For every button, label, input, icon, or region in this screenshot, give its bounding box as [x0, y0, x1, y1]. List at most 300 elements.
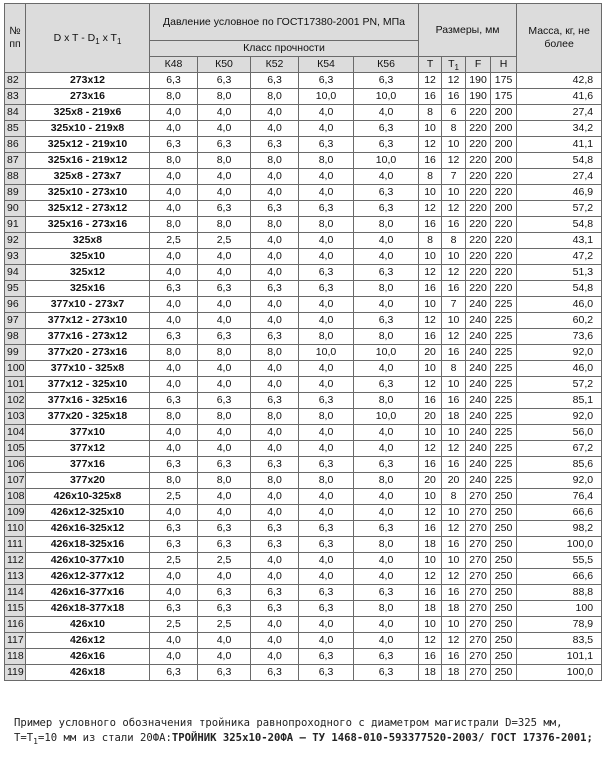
- cell-t1: 18: [442, 409, 466, 425]
- cell-k56: 8,0: [354, 473, 419, 489]
- cell-f: 270: [466, 505, 491, 521]
- cell-k48: 4,0: [150, 569, 198, 585]
- cell-k52: 4,0: [251, 249, 299, 265]
- cell-f: 240: [466, 473, 491, 489]
- cell-k52: 6,3: [251, 601, 299, 617]
- cell-t1: 10: [442, 425, 466, 441]
- cell-mass: 27,4: [517, 105, 602, 121]
- cell-t: 16: [419, 217, 442, 233]
- cell-k48: 8,0: [150, 217, 198, 233]
- cell-t: 12: [419, 441, 442, 457]
- cell-k48: 4,0: [150, 169, 198, 185]
- cell-h: 225: [491, 441, 517, 457]
- cell-k52: 8,0: [251, 89, 299, 105]
- cell-k56: 6,3: [354, 201, 419, 217]
- cell-t: 10: [419, 249, 442, 265]
- cell-f: 240: [466, 409, 491, 425]
- cell-k50: 6,3: [198, 201, 251, 217]
- cell-no: 97: [5, 313, 26, 329]
- table-row: [5, 521, 602, 537]
- cell-f: 220: [466, 105, 491, 121]
- cell-f: 240: [466, 425, 491, 441]
- table-row: [5, 329, 602, 345]
- cell-size: 325x12: [26, 265, 150, 281]
- cell-k52: 4,0: [251, 169, 299, 185]
- cell-h: 250: [491, 521, 517, 537]
- cell-k54: 4,0: [299, 169, 354, 185]
- cell-mass: 51,3: [517, 265, 602, 281]
- cell-k48: 4,0: [150, 361, 198, 377]
- cell-k50: 2,5: [198, 233, 251, 249]
- cell-k48: 4,0: [150, 105, 198, 121]
- cell-k54: 6,3: [299, 73, 354, 89]
- cell-mass: 100,0: [517, 537, 602, 553]
- cell-t: 10: [419, 185, 442, 201]
- cell-k54: 4,0: [299, 553, 354, 569]
- note-code: ТРОЙНИК 325x10-20ФА – ТУ 1468-010-593377520-2003/ ГОСТ 17376-2001;: [171, 732, 593, 744]
- cell-f: 270: [466, 537, 491, 553]
- cell-mass: 54,8: [517, 153, 602, 169]
- cell-k56: 6,3: [354, 265, 419, 281]
- cell-k48: 4,0: [150, 185, 198, 201]
- cell-h: 225: [491, 361, 517, 377]
- cell-h: 200: [491, 121, 517, 137]
- cell-k56: 8,0: [354, 217, 419, 233]
- cell-k52: 4,0: [251, 185, 299, 201]
- cell-f: 240: [466, 361, 491, 377]
- cell-mass: 55,5: [517, 553, 602, 569]
- cell-no: 106: [5, 457, 26, 473]
- cell-k56: 4,0: [354, 169, 419, 185]
- cell-k52: 4,0: [251, 361, 299, 377]
- cell-f: 240: [466, 297, 491, 313]
- cell-k52: 4,0: [251, 233, 299, 249]
- cell-mass: 85,6: [517, 457, 602, 473]
- cell-t: 20: [419, 473, 442, 489]
- cell-h: 200: [491, 137, 517, 153]
- table-row: [5, 281, 602, 297]
- cell-no: 99: [5, 345, 26, 361]
- cell-size: 325x16 - 219x12: [26, 153, 150, 169]
- cell-h: 200: [491, 105, 517, 121]
- cell-h: 250: [491, 665, 517, 681]
- cell-k52: 4,0: [251, 313, 299, 329]
- cell-t: 12: [419, 377, 442, 393]
- cell-h: 220: [491, 169, 517, 185]
- cell-h: 220: [491, 185, 517, 201]
- cell-mass: 54,8: [517, 281, 602, 297]
- cell-k48: 4,0: [150, 649, 198, 665]
- table-row: [5, 473, 602, 489]
- cell-t1: 12: [442, 201, 466, 217]
- table-row: [5, 185, 602, 201]
- cell-t1: 7: [442, 169, 466, 185]
- cell-k54: 6,3: [299, 521, 354, 537]
- cell-k56: 6,3: [354, 521, 419, 537]
- cell-k50: 6,3: [198, 521, 251, 537]
- cell-no: 98: [5, 329, 26, 345]
- cell-k56: 4,0: [354, 553, 419, 569]
- cell-t1: 12: [442, 73, 466, 89]
- cell-k56: 4,0: [354, 633, 419, 649]
- cell-k56: 4,0: [354, 361, 419, 377]
- cell-k52: 8,0: [251, 473, 299, 489]
- table-row: [5, 313, 602, 329]
- cell-t: 12: [419, 633, 442, 649]
- cell-t: 8: [419, 105, 442, 121]
- cell-size: 426x18-377x18: [26, 601, 150, 617]
- cell-mass: 76,4: [517, 489, 602, 505]
- cell-k56: 8,0: [354, 537, 419, 553]
- cell-no: 95: [5, 281, 26, 297]
- cell-t: 16: [419, 89, 442, 105]
- cell-k48: 6,3: [150, 521, 198, 537]
- cell-mass: 92,0: [517, 473, 602, 489]
- cell-h: 225: [491, 457, 517, 473]
- cell-t: 16: [419, 585, 442, 601]
- cell-size: 426x18: [26, 665, 150, 681]
- table-row: [5, 297, 602, 313]
- cell-k52: 6,3: [251, 73, 299, 89]
- cell-k54: 6,3: [299, 457, 354, 473]
- cell-k52: 6,3: [251, 201, 299, 217]
- cell-h: 250: [491, 601, 517, 617]
- cell-h: 225: [491, 393, 517, 409]
- table-row: [5, 377, 602, 393]
- cell-size: 377x10: [26, 425, 150, 441]
- cell-h: 175: [491, 73, 517, 89]
- cell-t1: 16: [442, 89, 466, 105]
- cell-mass: 46,9: [517, 185, 602, 201]
- cell-k52: 6,3: [251, 281, 299, 297]
- cell-no: 114: [5, 585, 26, 601]
- cell-k54: 4,0: [299, 105, 354, 121]
- cell-k52: 4,0: [251, 441, 299, 457]
- cell-k56: 6,3: [354, 313, 419, 329]
- cell-t1: 16: [442, 457, 466, 473]
- cell-k50: 6,3: [198, 665, 251, 681]
- cell-k52: 4,0: [251, 377, 299, 393]
- cell-no: 93: [5, 249, 26, 265]
- cell-k48: 4,0: [150, 425, 198, 441]
- table-row: [5, 425, 602, 441]
- cell-k48: 4,0: [150, 505, 198, 521]
- cell-size: 426x12: [26, 633, 150, 649]
- cell-k48: 8,0: [150, 473, 198, 489]
- cell-k56: 6,3: [354, 665, 419, 681]
- cell-mass: 54,8: [517, 217, 602, 233]
- cell-f: 270: [466, 521, 491, 537]
- cell-t: 18: [419, 665, 442, 681]
- cell-t: 12: [419, 265, 442, 281]
- cell-t: 18: [419, 537, 442, 553]
- cell-size: 426x10: [26, 617, 150, 633]
- cell-t: 16: [419, 649, 442, 665]
- cell-size: 426x12-325x10: [26, 505, 150, 521]
- cell-t: 16: [419, 521, 442, 537]
- table-row: [5, 217, 602, 233]
- cell-k48: 6,3: [150, 601, 198, 617]
- cell-no: 82: [5, 73, 26, 89]
- cell-no: 85: [5, 121, 26, 137]
- header-no: № пп: [5, 4, 26, 73]
- spec-table-container: [4, 3, 601, 681]
- cell-no: 109: [5, 505, 26, 521]
- cell-t1: 12: [442, 521, 466, 537]
- table-row: [5, 489, 602, 505]
- cell-size: 377x12 - 273x10: [26, 313, 150, 329]
- cell-k54: 10,0: [299, 89, 354, 105]
- cell-k52: 4,0: [251, 265, 299, 281]
- cell-t1: 10: [442, 249, 466, 265]
- cell-h: 250: [491, 649, 517, 665]
- cell-k54: 4,0: [299, 361, 354, 377]
- cell-k48: 4,0: [150, 377, 198, 393]
- header-class-k48: К48: [150, 57, 198, 73]
- cell-size: 377x20: [26, 473, 150, 489]
- cell-k50: 8,0: [198, 409, 251, 425]
- cell-k48: 4,0: [150, 313, 198, 329]
- cell-k50: 4,0: [198, 169, 251, 185]
- cell-k48: 8,0: [150, 345, 198, 361]
- cell-h: 220: [491, 281, 517, 297]
- cell-k48: 2,5: [150, 617, 198, 633]
- cell-t: 10: [419, 361, 442, 377]
- table-body: [5, 73, 602, 681]
- cell-k52: 4,0: [251, 649, 299, 665]
- cell-size: 426x16: [26, 649, 150, 665]
- cell-k50: 8,0: [198, 217, 251, 233]
- cell-no: 113: [5, 569, 26, 585]
- cell-h: 225: [491, 473, 517, 489]
- cell-k54: 4,0: [299, 185, 354, 201]
- cell-k48: 8,0: [150, 153, 198, 169]
- cell-k50: 2,5: [198, 617, 251, 633]
- cell-t: 10: [419, 617, 442, 633]
- cell-t: 16: [419, 281, 442, 297]
- cell-k48: 6,3: [150, 137, 198, 153]
- cell-f: 240: [466, 441, 491, 457]
- cell-mass: 98,2: [517, 521, 602, 537]
- cell-k56: 8,0: [354, 281, 419, 297]
- cell-k56: 6,3: [354, 585, 419, 601]
- note-middle: =10 мм из стали 20ФА:: [37, 732, 172, 744]
- table-row: [5, 601, 602, 617]
- table-row: [5, 265, 602, 281]
- cell-k52: 8,0: [251, 217, 299, 233]
- cell-k56: 8,0: [354, 393, 419, 409]
- header-class: Класс прочности: [150, 41, 419, 57]
- cell-f: 220: [466, 121, 491, 137]
- cell-k56: 8,0: [354, 329, 419, 345]
- header-dim-h: H: [491, 57, 517, 73]
- cell-no: 115: [5, 601, 26, 617]
- cell-mass: 41,6: [517, 89, 602, 105]
- cell-size: 426x10-325x8: [26, 489, 150, 505]
- cell-h: 220: [491, 233, 517, 249]
- cell-size: 377x20 - 325x18: [26, 409, 150, 425]
- table-row: [5, 617, 602, 633]
- cell-mass: 66,6: [517, 505, 602, 521]
- cell-no: 91: [5, 217, 26, 233]
- cell-k52: 4,0: [251, 553, 299, 569]
- cell-t1: 16: [442, 585, 466, 601]
- header-class-k54: К54: [299, 57, 354, 73]
- cell-size: 325x8: [26, 233, 150, 249]
- cell-k52: 4,0: [251, 105, 299, 121]
- cell-k56: 4,0: [354, 441, 419, 457]
- cell-t1: 16: [442, 649, 466, 665]
- cell-k50: 4,0: [198, 633, 251, 649]
- cell-t1: 10: [442, 553, 466, 569]
- cell-f: 270: [466, 553, 491, 569]
- cell-no: 103: [5, 409, 26, 425]
- cell-t1: 12: [442, 329, 466, 345]
- cell-k56: 6,3: [354, 457, 419, 473]
- cell-k56: 4,0: [354, 249, 419, 265]
- cell-k52: 6,3: [251, 521, 299, 537]
- cell-k50: 4,0: [198, 105, 251, 121]
- cell-no: 96: [5, 297, 26, 313]
- cell-no: 83: [5, 89, 26, 105]
- table-row: [5, 73, 602, 89]
- cell-h: 225: [491, 425, 517, 441]
- cell-k52: 4,0: [251, 121, 299, 137]
- cell-k48: 6,3: [150, 73, 198, 89]
- cell-mass: 46,0: [517, 361, 602, 377]
- cell-k50: 4,0: [198, 185, 251, 201]
- cell-k50: 4,0: [198, 569, 251, 585]
- cell-k48: 4,0: [150, 441, 198, 457]
- cell-t1: 12: [442, 569, 466, 585]
- cell-mass: 100,0: [517, 665, 602, 681]
- table-row: [5, 345, 602, 361]
- cell-k56: 4,0: [354, 569, 419, 585]
- cell-h: 225: [491, 329, 517, 345]
- cell-t: 16: [419, 329, 442, 345]
- cell-size: 325x10 - 273x10: [26, 185, 150, 201]
- table-row: [5, 249, 602, 265]
- cell-k50: 8,0: [198, 345, 251, 361]
- cell-h: 225: [491, 409, 517, 425]
- cell-k50: 6,3: [198, 601, 251, 617]
- cell-size: 426x10-377x10: [26, 553, 150, 569]
- cell-h: 220: [491, 249, 517, 265]
- cell-k54: 6,3: [299, 137, 354, 153]
- cell-no: 118: [5, 649, 26, 665]
- cell-mass: 27,4: [517, 169, 602, 185]
- cell-k54: 4,0: [299, 505, 354, 521]
- cell-t1: 10: [442, 185, 466, 201]
- spec-table: [4, 3, 602, 681]
- cell-k52: 4,0: [251, 633, 299, 649]
- cell-size: 325x12 - 219x10: [26, 137, 150, 153]
- cell-f: 240: [466, 457, 491, 473]
- cell-t: 10: [419, 297, 442, 313]
- cell-no: 100: [5, 361, 26, 377]
- cell-h: 250: [491, 633, 517, 649]
- cell-h: 200: [491, 153, 517, 169]
- table-row: [5, 361, 602, 377]
- header-class-k56: К56: [354, 57, 419, 73]
- cell-no: 111: [5, 537, 26, 553]
- cell-k56: 10,0: [354, 89, 419, 105]
- cell-k54: 4,0: [299, 569, 354, 585]
- cell-k50: 4,0: [198, 265, 251, 281]
- cell-no: 86: [5, 137, 26, 153]
- cell-h: 250: [491, 617, 517, 633]
- cell-mass: 88,8: [517, 585, 602, 601]
- table-row: [5, 665, 602, 681]
- cell-k50: 4,0: [198, 377, 251, 393]
- cell-h: 225: [491, 377, 517, 393]
- table-row: [5, 137, 602, 153]
- cell-k50: 4,0: [198, 505, 251, 521]
- cell-t: 16: [419, 457, 442, 473]
- cell-f: 270: [466, 617, 491, 633]
- cell-k54: 4,0: [299, 441, 354, 457]
- cell-f: 220: [466, 137, 491, 153]
- cell-mass: 46,0: [517, 297, 602, 313]
- cell-f: 270: [466, 633, 491, 649]
- cell-f: 270: [466, 665, 491, 681]
- cell-k50: 4,0: [198, 489, 251, 505]
- cell-k52: 4,0: [251, 617, 299, 633]
- cell-no: 90: [5, 201, 26, 217]
- cell-f: 270: [466, 489, 491, 505]
- table-header: [5, 4, 602, 73]
- cell-mass: 67,2: [517, 441, 602, 457]
- cell-k52: 6,3: [251, 329, 299, 345]
- cell-k56: 4,0: [354, 233, 419, 249]
- cell-h: 250: [491, 537, 517, 553]
- table-row: [5, 409, 602, 425]
- cell-no: 102: [5, 393, 26, 409]
- cell-k56: 4,0: [354, 105, 419, 121]
- cell-k50: 4,0: [198, 441, 251, 457]
- cell-k54: 4,0: [299, 489, 354, 505]
- cell-k50: 6,3: [198, 281, 251, 297]
- table-row: [5, 553, 602, 569]
- cell-k56: 4,0: [354, 297, 419, 313]
- cell-k50: 8,0: [198, 153, 251, 169]
- cell-t1: 12: [442, 441, 466, 457]
- header-dims: Размеры, мм: [419, 4, 517, 57]
- cell-k52: 4,0: [251, 569, 299, 585]
- cell-k50: 6,3: [198, 585, 251, 601]
- cell-t: 10: [419, 121, 442, 137]
- header-class-k50: К50: [198, 57, 251, 73]
- cell-k56: 10,0: [354, 409, 419, 425]
- cell-size: 377x10 - 325x8: [26, 361, 150, 377]
- cell-t: 12: [419, 137, 442, 153]
- cell-k54: 8,0: [299, 473, 354, 489]
- cell-no: 105: [5, 441, 26, 457]
- cell-t: 8: [419, 169, 442, 185]
- cell-f: 270: [466, 649, 491, 665]
- table-row: [5, 393, 602, 409]
- cell-h: 250: [491, 489, 517, 505]
- cell-k50: 8,0: [198, 89, 251, 105]
- cell-k54: 6,3: [299, 281, 354, 297]
- cell-t1: 16: [442, 393, 466, 409]
- cell-k56: 6,3: [354, 649, 419, 665]
- cell-t1: 10: [442, 617, 466, 633]
- cell-t: 16: [419, 153, 442, 169]
- cell-f: 270: [466, 601, 491, 617]
- cell-size: 377x20 - 273x16: [26, 345, 150, 361]
- cell-no: 101: [5, 377, 26, 393]
